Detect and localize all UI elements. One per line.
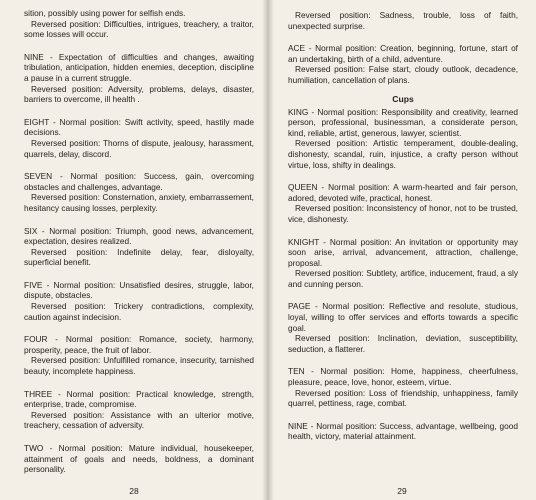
entry-normal: EIGHT - Normal position: Swift activity, speed, hastily made decisions.: [24, 116, 254, 138]
entry-reversed: Reversed position: Assistance with an ulterior motive, treachery, cessation of adversity.: [24, 409, 254, 431]
entry-normal: ACE - Normal position: Creation, beginning, fortune, start of an undertaking, birth of a child, adventure.: [288, 43, 518, 64]
entry-reversed: Reversed position: Sadness, trouble, loss of faith, unexpected surprise.: [288, 10, 518, 31]
entry-eight: [24, 117, 254, 159]
entry-reversed: Reversed position: Artistic temperament, double-dealing, dishonesty, scandal, ruin, injustice, a crafty person without virtue, loss, shifty in dealings.: [288, 138, 518, 170]
entry-queen: [288, 182, 518, 224]
entry-normal: QUEEN - Normal position: A warm-hearted and fair person, adored, devoted wife, practical, honest.: [288, 182, 518, 203]
entry-knight: [288, 237, 518, 290]
entry-normal: KNIGHT - Normal position: An invitation or opportunity may soon arise, arrival, advancement, attraction, challenge, proposal.: [288, 236, 518, 268]
entry-normal: TWO - Normal position: Mature individual, housekeeper, attainment of goals and needs, boldness, a dominant personality.: [24, 443, 254, 475]
entry-normal: KING - Normal position: Responsibility and creativity, learned person, professional, businessman, a considerate person, kind, reliable, artist, generous, lawyer, scientist.: [288, 106, 518, 138]
entry-reversed: Reversed position: False start, cloudy outlook, decadence, humiliation, cancellation of plans.: [288, 64, 518, 85]
entry-nine-cups: [288, 421, 518, 442]
entry-reversed: Reversed position: Consternation, anxiety, embarrassement, hesitancy causing losses, perplexity.: [24, 192, 254, 213]
entry-normal: SEVEN - Normal position: Success, gain, overcoming obstacles and challenges, advantage.: [24, 171, 254, 192]
entry-normal: SIX - Normal position: Triumph, good news, advancement, expectation, desires realized.: [24, 225, 254, 247]
entry-reversed: Reversed position: Thorns of dispute, jealousy, harassment, quarrels, delay, discord.: [24, 137, 254, 159]
continued-entry: [24, 8, 254, 40]
entry-normal: THREE - Normal position: Practical knowledge, strength, enterprise, trade, compromise.: [24, 388, 254, 410]
entry-five: [24, 280, 254, 322]
entry-reversed: Reversed position: Unfulfilled romance, insecurity, tarnished beauty, incomplete happiness.: [24, 355, 254, 377]
entry-page: [288, 301, 518, 354]
entry-three: [24, 389, 254, 431]
entry-reversed: Reversed position: Adversity, problems, delays, disaster, barriers to overcome, ill health .: [24, 83, 254, 105]
continued-entry: [288, 10, 518, 31]
entry-reversed: Reversed position: Inconsistency of honor, not to be trusted, vice, dishonesty.: [288, 203, 518, 224]
section-heading: Cups: [392, 93, 414, 104]
entry-normal: FIVE - Normal position: Unsatisfied desires, struggle, labor, dispute, obstacles.: [24, 279, 254, 301]
entry-reversed: Reversed position: Subtlety, artifice, inducement, fraud, a sly and cunning person.: [288, 268, 518, 289]
entry-six: [24, 226, 254, 268]
entry-reversed: Reversed position: Indefinite delay, fear, disloyalty, superficial benefit.: [24, 246, 254, 268]
entry-seven: [24, 171, 254, 213]
entry-normal: NINE - Expectation of difficulties and changes, awaiting tribulation, anticipation, hidden enemies, deception, discipline a pause in a current struggle.: [24, 51, 254, 83]
right-page: [268, 0, 536, 500]
entry-four: [24, 334, 254, 376]
entry-reversed: Reversed position: Loss of friendship, unhappiness, family quarrel, pettiness, rage, combat.: [288, 387, 518, 409]
entry-reversed: Reversed position: Trickery contradictions, complexity, caution against indecision.: [24, 301, 254, 322]
entry-nine-swords: [24, 52, 254, 105]
entry-normal: FOUR - Normal position: Romance, society, harmony, prosperity, peace, the fruit of labor.: [24, 334, 254, 355]
entry-reversed: Reversed position: Difficulties, intrigues, treachery, a traitor, some losses will occur.: [24, 18, 254, 40]
entry-normal: PAGE - Normal position: Reflective and resolute, studious, loyal, willing to offer services and efforts towards a specific goal.: [288, 301, 518, 333]
page-number: 28: [129, 486, 139, 496]
entry-king: [288, 107, 518, 171]
page-number: 29: [397, 486, 407, 496]
entry-two: [24, 443, 254, 475]
entry-ace: [288, 43, 518, 85]
entry-ten: [288, 366, 518, 408]
entry-normal: TEN - Normal position: Home, happiness, cheerfulness, pleasure, peace, love, honor, esteem, virtue.: [288, 366, 518, 388]
entry-fragment: sition, possibly using power for selfish ends.: [24, 8, 186, 18]
entry-normal: NINE - Normal position: Success, advantage, wellbeing, good health, victory, material attainment.: [288, 420, 518, 442]
entry-reversed: Reversed position: Inclination, deviation, susceptibility, seduction, a flatterer.: [288, 333, 518, 354]
